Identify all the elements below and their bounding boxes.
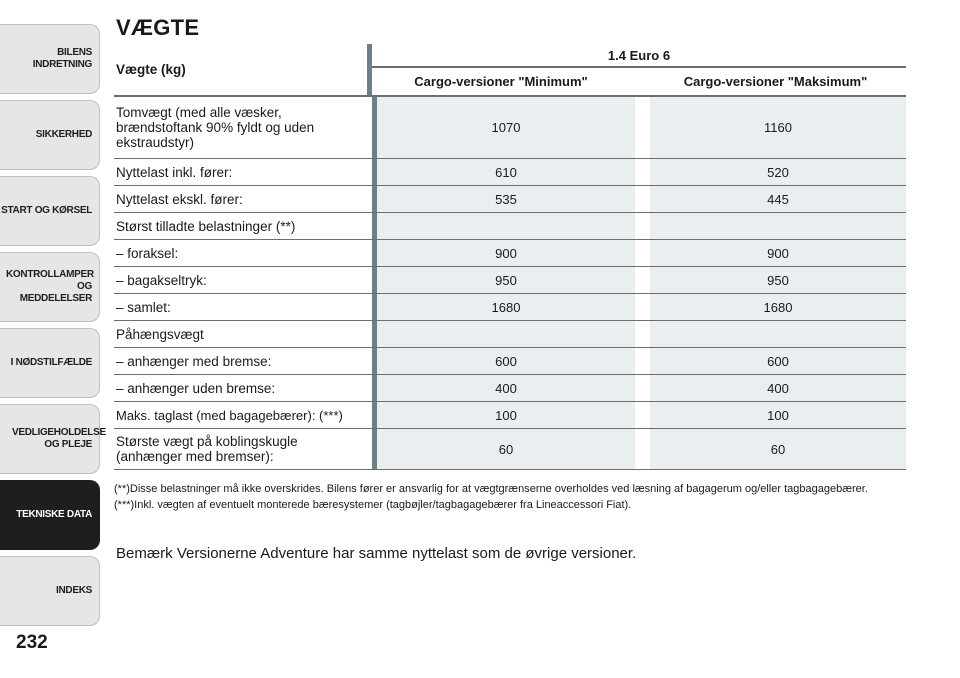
column-header-minimum: Cargo-versioner "Minimum": [414, 74, 588, 89]
cell-minimum: 1070: [377, 97, 635, 158]
tab-start-og-korsel[interactable]: [0, 176, 100, 246]
row-label: Størst tilladte belastninger (**): [116, 218, 296, 234]
footnote-triple-asterisk: (***)Inkl. vægten af eventuelt monterede bæresystemer (tagbøjler/tagbagagebærer fra Lineaccessori Fiat).: [114, 499, 632, 511]
table-row: [114, 294, 906, 321]
row-label: – anhænger uden bremse:: [116, 380, 276, 396]
tab-label: I NØDSTILFÆLDE: [10, 357, 92, 368]
row-label: – samlet:: [116, 299, 171, 315]
table-row: [114, 429, 906, 470]
tab-label: INDEKS: [56, 585, 92, 596]
cell-minimum: 60: [377, 429, 635, 469]
cell-maksimum: 60: [650, 429, 906, 469]
column-header-maksimum: Cargo-versioner "Maksimum": [683, 74, 868, 89]
cell-minimum: 900: [377, 240, 635, 266]
column-gap: [635, 213, 650, 239]
tab-tekniske-data[interactable]: [0, 480, 100, 550]
table-row: [114, 97, 906, 159]
group-header: 1.4 Euro 6: [372, 44, 906, 68]
version-headers: [372, 68, 906, 95]
tab-label: START OG KØRSEL: [1, 205, 92, 216]
tab-kontrollamper[interactable]: [0, 252, 100, 322]
table-row: [114, 240, 906, 267]
tab-label: VEDLIGEHOLDELSE OG PLEJE: [12, 427, 106, 450]
cell-minimum: 600: [377, 348, 635, 374]
tab-i-nodstilfaelde[interactable]: [0, 328, 100, 398]
cell-maksimum: 100: [650, 402, 906, 428]
cell-minimum: 610: [377, 159, 635, 185]
tab-indeks[interactable]: [0, 556, 100, 626]
row-label: Påhængsvægt: [116, 326, 204, 342]
cell-maksimum: 520: [650, 159, 906, 185]
table-header: [114, 44, 906, 97]
tab-sikkerhed[interactable]: [0, 100, 100, 170]
tab-vedligeholdelse[interactable]: [0, 404, 106, 474]
footnotes: [114, 482, 914, 514]
cell-minimum: 100: [377, 402, 635, 428]
page-number: 232: [16, 632, 48, 653]
column-gap: [635, 294, 650, 320]
table-row: [114, 267, 906, 294]
row-label: Maks. taglast (med bagagebærer): (***): [116, 407, 343, 423]
tab-label: TEKNISKE DATA: [16, 509, 92, 520]
table-row: [114, 186, 906, 213]
page-title: VÆGTE: [116, 15, 200, 40]
cell-minimum: 1680: [377, 294, 635, 320]
column-gap: [635, 240, 650, 266]
cell-maksimum: [650, 321, 906, 347]
cell-maksimum: [650, 213, 906, 239]
row-label: – anhænger med bremse:: [116, 353, 272, 369]
footnote-double-asterisk: (**)Disse belastninger må ikke overskrides. Bilens fører er ansvarlig for at vægtgrænserne overholdes ved læsning af bagagerum og/eller tagbagagebærer.: [114, 483, 868, 495]
weights-table: [114, 44, 906, 470]
tab-bilens-indretning[interactable]: [0, 24, 100, 94]
cell-minimum: [377, 213, 635, 239]
column-gap: [630, 68, 645, 95]
cell-maksimum: 600: [650, 348, 906, 374]
table-row: [114, 375, 906, 402]
cell-maksimum: 445: [650, 186, 906, 212]
cell-maksimum: 400: [650, 375, 906, 401]
column-gap: [635, 159, 650, 185]
row-label: Største vægt på koblingskugle (anhænger med bremser):: [116, 434, 298, 464]
table-row: [114, 159, 906, 186]
column-gap: [635, 375, 650, 401]
table-row: [114, 213, 906, 240]
tab-label: KONTROLLAMPER OG MEDDELELSER: [6, 269, 94, 304]
cell-minimum: 950: [377, 267, 635, 293]
tab-label: BILENS INDRETNING: [32, 47, 92, 70]
column-gap: [635, 186, 650, 212]
column-gap: [635, 402, 650, 428]
row-label: Nyttelast ekskl. fører:: [116, 191, 243, 207]
cell-minimum: [377, 321, 635, 347]
row-label: – foraksel:: [116, 245, 179, 261]
table-row: [114, 402, 906, 429]
column-gap: [635, 348, 650, 374]
table-row: [114, 321, 906, 348]
row-header: Vægte (kg): [116, 62, 186, 77]
row-label: – bagakseltryk:: [116, 272, 207, 288]
remark-text: Bemærk Versionerne Adventure har samme nyttelast som de øvrige versioner.: [116, 545, 637, 562]
tab-label: SIKKERHED: [35, 129, 92, 140]
cell-maksimum: 1160: [650, 97, 906, 158]
row-label: Nyttelast inkl. fører:: [116, 164, 233, 180]
row-label: Tomvægt (med alle væsker, brændstoftank 90% fyldt og uden ekstraudstyr): [116, 105, 315, 150]
cell-maksimum: 1680: [650, 294, 906, 320]
cell-minimum: 535: [377, 186, 635, 212]
table-row: [114, 348, 906, 375]
cell-maksimum: 950: [650, 267, 906, 293]
column-gap: [635, 321, 650, 347]
column-gap: [635, 429, 650, 469]
cell-maksimum: 900: [650, 240, 906, 266]
column-headers: [372, 44, 906, 95]
column-gap: [635, 97, 650, 158]
cell-minimum: 400: [377, 375, 635, 401]
column-gap: [635, 267, 650, 293]
